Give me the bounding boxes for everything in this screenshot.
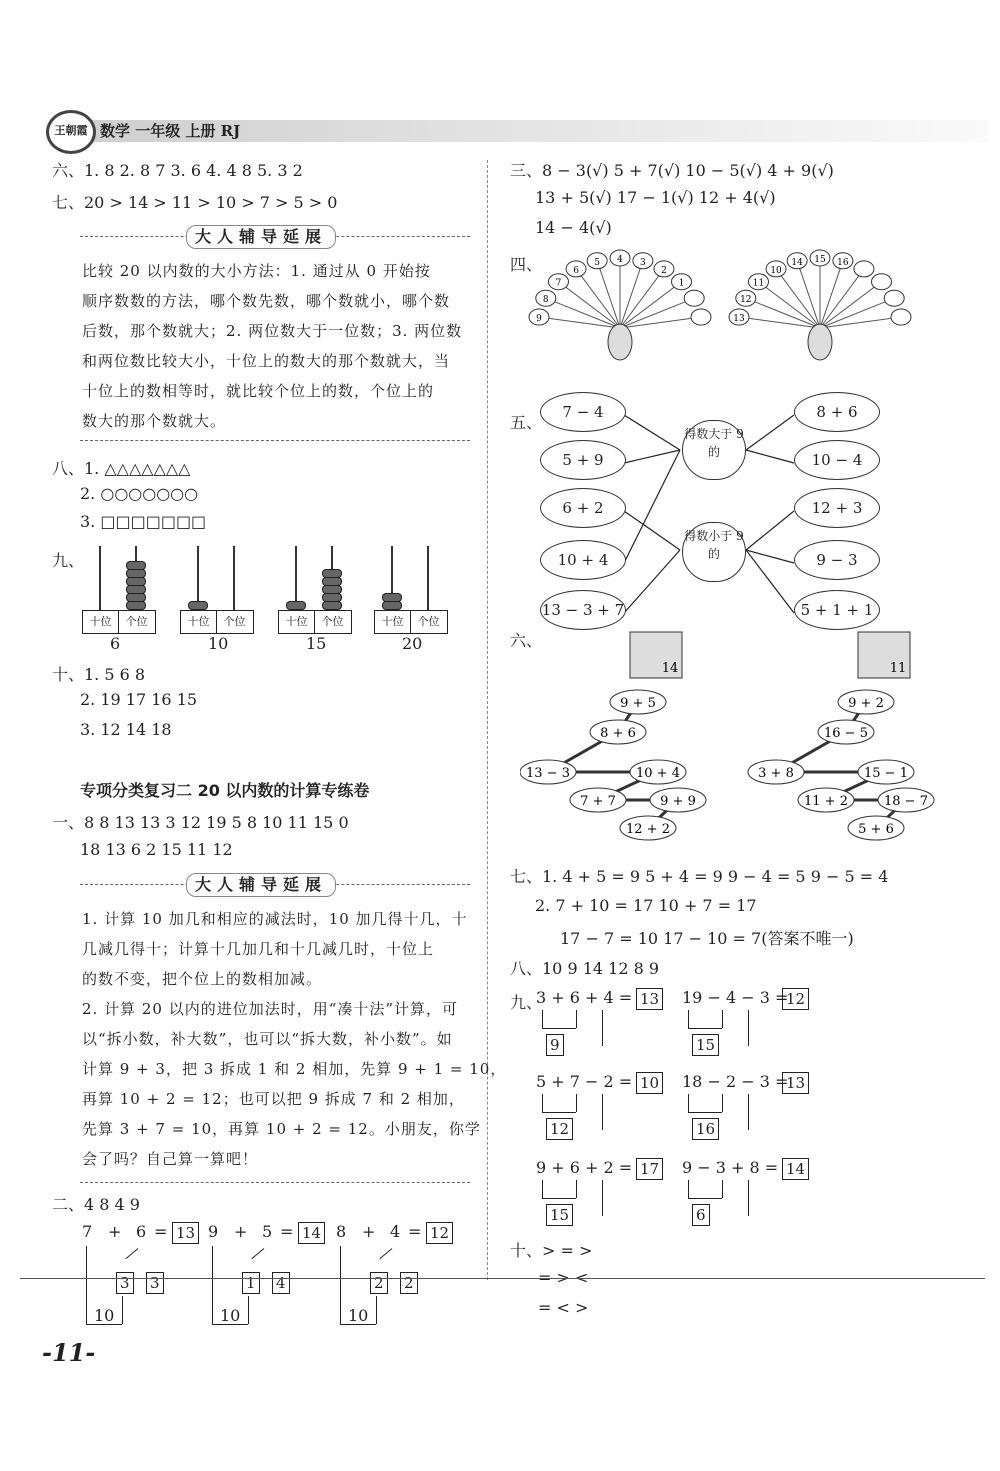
tip-line: 和两位数比较大小，十位上的数大的那个数就大，当 <box>82 352 451 370</box>
calc-arrow <box>602 1094 603 1130</box>
answer-r8: 八、10 9 14 12 8 9 <box>510 959 660 978</box>
answer-r7-1: 七、1. 4 + 5 = 9 5 + 4 = 9 9 − 4 = 5 9 − 5 = 4 <box>510 867 889 886</box>
answer-r3a: 三、8 − 3(√) 5 + 7(√) 10 − 5(√) 4 + 9(√) <box>510 161 834 180</box>
answer-r10a: 十、> = > <box>510 1241 593 1260</box>
calc-answer: 17 <box>636 1158 663 1180</box>
eq-b: 6 <box>136 1222 147 1241</box>
chain-label: 16 − 5 <box>824 726 868 741</box>
ones-label: 个位 <box>417 615 440 628</box>
answer-10-1: 十、1. 5 6 8 <box>52 665 146 684</box>
eq-a: 8 <box>336 1222 347 1241</box>
calc-bracket-left <box>542 1094 543 1112</box>
right-leaf: 12 + 3 <box>794 488 880 528</box>
calc-bracket-bottom <box>688 1112 722 1113</box>
answer-10-2: 2. 19 17 16 15 <box>80 690 198 709</box>
bracket-right <box>376 1296 377 1324</box>
eq-a: 9 <box>208 1222 219 1241</box>
calc-bracket-left <box>542 1010 543 1028</box>
footer-rule <box>20 1278 985 1279</box>
answer-r10b: = > < <box>538 1268 589 1287</box>
tip-line: 十位上的数相等时，就比较个位上的数，个位上的 <box>82 382 435 400</box>
tip-line: 再算 10 + 2 = 12；也可以把 9 拆成 7 和 2 相加， <box>82 1090 465 1108</box>
left-leaf: 10 + 4 <box>540 540 626 580</box>
eq-answer: 13 <box>172 1222 199 1244</box>
calc-expression: 9 − 3 + 8 = <box>682 1158 779 1177</box>
page-number: -11- <box>42 1338 96 1367</box>
answer-r10c: = < > <box>538 1298 589 1317</box>
split-2: 2 <box>400 1272 418 1294</box>
calc-bracket-bottom <box>542 1112 576 1113</box>
tens-label: 十位 <box>181 611 217 633</box>
left-leaf: 7 − 4 <box>540 392 626 432</box>
split-left <box>125 1248 138 1259</box>
peacock-number: 7 <box>555 278 562 289</box>
chain-label: 11 + 2 <box>804 794 848 809</box>
split-left <box>379 1248 392 1259</box>
ones-label: 个位 <box>223 615 246 628</box>
abacus-value: 20 <box>402 634 423 653</box>
peacock-number: 12 <box>740 295 752 306</box>
chain-label: 7 + 7 <box>580 794 616 809</box>
calc-arrow <box>748 1180 749 1216</box>
chain-label: 9 + 2 <box>848 696 884 711</box>
tip-line: 数大的那个数就大。 <box>82 412 227 430</box>
split-left <box>251 1248 264 1259</box>
chain-label: 9 + 5 <box>620 696 656 711</box>
calc-expression: 18 − 2 − 3 = <box>682 1072 789 1091</box>
calc-intermediate: 15 <box>692 1034 719 1056</box>
split-2: 3 <box>146 1272 164 1294</box>
chain-label: 8 + 6 <box>600 726 636 741</box>
chain-label: 5 + 6 <box>858 822 894 837</box>
calc-intermediate: 9 <box>546 1034 564 1056</box>
answer-8-3: 3. □□□□□□□ <box>80 512 207 531</box>
peacock-number: 16 <box>837 257 849 268</box>
peacock-number: 13 <box>733 314 745 325</box>
calc-expression: 5 + 7 − 2 = <box>536 1072 633 1091</box>
tip-line: 比较 20 以内数的大小方法：1. 通过从 0 开始按 <box>82 262 431 280</box>
chain-label: 10 + 4 <box>636 766 680 781</box>
eq-answer: 14 <box>298 1222 325 1244</box>
answer-6: 六、1. 8 2. 8 7 3. 6 4. 4 8 5. 3 2 <box>52 161 303 180</box>
right-leaf: 9 − 3 <box>794 540 880 580</box>
split-2: 4 <box>272 1272 290 1294</box>
calc-bracket-right <box>722 1180 723 1198</box>
eq-equals: = <box>280 1222 294 1241</box>
answer-r5-label: 五、 <box>510 413 543 432</box>
review-2: 二、4 8 4 9 <box>52 1195 140 1214</box>
answer-8-1: 八、1. △△△△△△△ <box>52 459 191 478</box>
answer-9-label: 九、 <box>52 551 85 570</box>
tens-label: 十位 <box>375 611 411 633</box>
peacock-number: 9 <box>536 314 542 325</box>
answer-r3c: 14 − 4(√) <box>535 218 612 237</box>
tree-less: 得数小于 9 的 <box>682 522 746 582</box>
tip-line: 2. 计算 20 以内的进位加法时，用“凑十法”计算，可 <box>82 1000 459 1018</box>
peacock-number: 3 <box>640 257 646 268</box>
tree-greater: 得数大于 9 的 <box>682 420 746 480</box>
tens-label: 十位 <box>83 611 119 633</box>
eq-equals: = <box>408 1222 422 1241</box>
tip-line: 后数，那个数就大；2. 两位数大于一位数；3. 两位数 <box>82 322 463 340</box>
abacus-value: 6 <box>110 634 121 653</box>
right-leaf: 5 + 1 + 1 <box>794 590 880 630</box>
left-leaf: 13 − 3 + 7 <box>540 590 626 630</box>
calc-bracket-bottom <box>688 1028 722 1029</box>
ten-label: 10 <box>220 1306 241 1325</box>
calc-bracket-left <box>542 1180 543 1198</box>
calc-bracket-right <box>722 1010 723 1028</box>
abacus-value: 15 <box>306 634 327 653</box>
peacock-number: 2 <box>661 265 667 276</box>
calc-bracket-left <box>688 1180 689 1198</box>
ones-label: 个位 <box>125 615 148 628</box>
calc-arrow <box>748 1094 749 1130</box>
calc-arrow <box>748 1010 749 1046</box>
answer-7: 七、20 > 14 > 11 > 10 > 7 > 5 > 0 <box>52 193 338 212</box>
bracket-left <box>340 1246 341 1324</box>
peacock-number: 6 <box>573 265 579 276</box>
peacock-number: 15 <box>814 255 826 265</box>
calc-bracket-right <box>576 1010 577 1028</box>
tip-line: 顺序数数的方法，哪个数先数，哪个数就小，哪个数 <box>82 292 451 310</box>
tens-label: 十位 <box>279 611 315 633</box>
answer-10-3: 3. 12 14 18 <box>80 720 172 739</box>
tip-line: 计算 9 + 3，把 3 拆成 1 和 2 相加，先算 9 + 1 = 10， <box>82 1060 507 1078</box>
calc-intermediate: 6 <box>692 1204 710 1226</box>
calc-bracket-left <box>688 1094 689 1112</box>
peacock-number: 14 <box>791 257 803 268</box>
answer-r7-2: 2. 7 + 10 = 17 10 + 7 = 17 <box>535 896 757 915</box>
calc-bracket-bottom <box>688 1198 722 1199</box>
peacock-number: 4 <box>617 255 623 265</box>
chain-label: 3 + 8 <box>758 766 794 781</box>
right-leaf: 8 + 6 <box>794 392 880 432</box>
calc-bracket-right <box>722 1094 723 1112</box>
chain-label: 13 − 3 <box>526 766 570 781</box>
calc-arrow <box>602 1180 603 1216</box>
peacock-number: 8 <box>542 295 549 306</box>
bracket-left <box>86 1246 87 1324</box>
tip-line: 1. 计算 10 加几和相应的减法时，10 加几得十几，十 <box>82 910 468 928</box>
abacus-value: 10 <box>208 634 229 653</box>
calc-bracket-left <box>688 1010 689 1028</box>
header-title: 数学 一年级 上册 RJ <box>100 122 241 140</box>
right-leaf: 10 − 4 <box>794 440 880 480</box>
answer-8-2: 2. ○○○○○○○ <box>80 484 199 503</box>
tip-line: 的数不变，把个位上的数相加减。 <box>82 970 323 988</box>
left-leaf: 6 + 2 <box>540 488 626 528</box>
calc-arrow <box>602 1010 603 1046</box>
calc-bracket-right <box>576 1094 577 1112</box>
calc-answer: 10 <box>636 1072 663 1094</box>
bracket-right <box>122 1296 123 1324</box>
answer-r3b: 13 + 5(√) 17 − 1(√) 12 + 4(√) <box>535 188 776 207</box>
review-1b: 18 13 6 2 15 11 12 <box>80 840 233 859</box>
calc-answer: 13 <box>782 1072 809 1094</box>
review-title: 专项分类复习二 20 以内数的计算专练卷 <box>80 781 370 800</box>
calc-intermediate: 16 <box>692 1118 719 1140</box>
chain-label: 18 − 7 <box>884 794 928 809</box>
tip2-title: 大人辅导延展 <box>186 873 336 897</box>
left-leaf: 5 + 9 <box>540 440 626 480</box>
answer-r4-label: 四、 <box>510 255 543 274</box>
peacock-number: 10 <box>770 265 782 276</box>
tip-line: 会了吗？自己算一算吧！ <box>82 1150 259 1168</box>
calc-answer: 13 <box>636 988 663 1010</box>
answer-r7-3: 17 − 7 = 10 17 − 10 = 7(答案不唯一) <box>560 929 854 948</box>
split-1: 3 <box>116 1272 134 1294</box>
chain-label: 9 + 9 <box>660 794 696 809</box>
eq-a: 7 <box>82 1222 93 1241</box>
calc-bracket-bottom <box>542 1198 576 1199</box>
answer-r6-label: 六、 <box>510 631 543 650</box>
chain-label: 12 + 2 <box>626 822 670 837</box>
tip-title: 大人辅导延展 <box>186 225 336 249</box>
calc-expression: 3 + 6 + 4 = <box>536 988 633 1007</box>
peacock-number: 1 <box>678 278 685 289</box>
bracket-right <box>248 1296 249 1324</box>
eq-equals: = <box>154 1222 168 1241</box>
eq-answer: 12 <box>426 1222 453 1244</box>
house-number: 14 <box>661 661 679 676</box>
calc-answer: 14 <box>782 1158 809 1180</box>
eq-b: 5 <box>262 1222 273 1241</box>
eq-op: + <box>362 1222 376 1241</box>
house-number: 11 <box>889 661 907 676</box>
eq-op: + <box>108 1222 122 1241</box>
split-1: 1 <box>242 1272 260 1294</box>
tip-line: 先算 3 + 7 = 10，再算 10 + 2 = 12。小朋友，你学 <box>82 1120 481 1138</box>
eq-op: + <box>234 1222 248 1241</box>
calc-expression: 9 + 6 + 2 = <box>536 1158 633 1177</box>
eq-b: 4 <box>390 1222 401 1241</box>
peacock-number: 11 <box>752 278 765 289</box>
calc-bracket-right <box>576 1180 577 1198</box>
chain-label: 15 − 1 <box>864 766 908 781</box>
ones-label: 个位 <box>321 615 344 628</box>
calc-answer: 12 <box>782 988 809 1010</box>
split-1: 2 <box>370 1272 388 1294</box>
ten-label: 10 <box>94 1306 115 1325</box>
review-1a: 一、8 8 13 13 3 12 19 5 8 10 11 15 0 <box>52 813 349 832</box>
brand-logo: 王朝霞 <box>46 110 96 154</box>
calc-bracket-bottom <box>542 1028 576 1029</box>
tip-line: 以“拆小数，补大数”，也可以“拆大数，补小数”。如 <box>82 1030 453 1048</box>
peacock-number: 5 <box>594 257 600 268</box>
answer-r9-label: 九、 <box>510 993 543 1012</box>
calc-expression: 19 − 4 − 3 = <box>682 988 789 1007</box>
bracket-left <box>212 1246 213 1324</box>
calc-intermediate: 15 <box>546 1204 573 1226</box>
calc-intermediate: 12 <box>546 1118 573 1140</box>
tip-line: 几减几得十；计算十几加几和十几减几时，十位上 <box>82 940 435 958</box>
ten-label: 10 <box>348 1306 369 1325</box>
